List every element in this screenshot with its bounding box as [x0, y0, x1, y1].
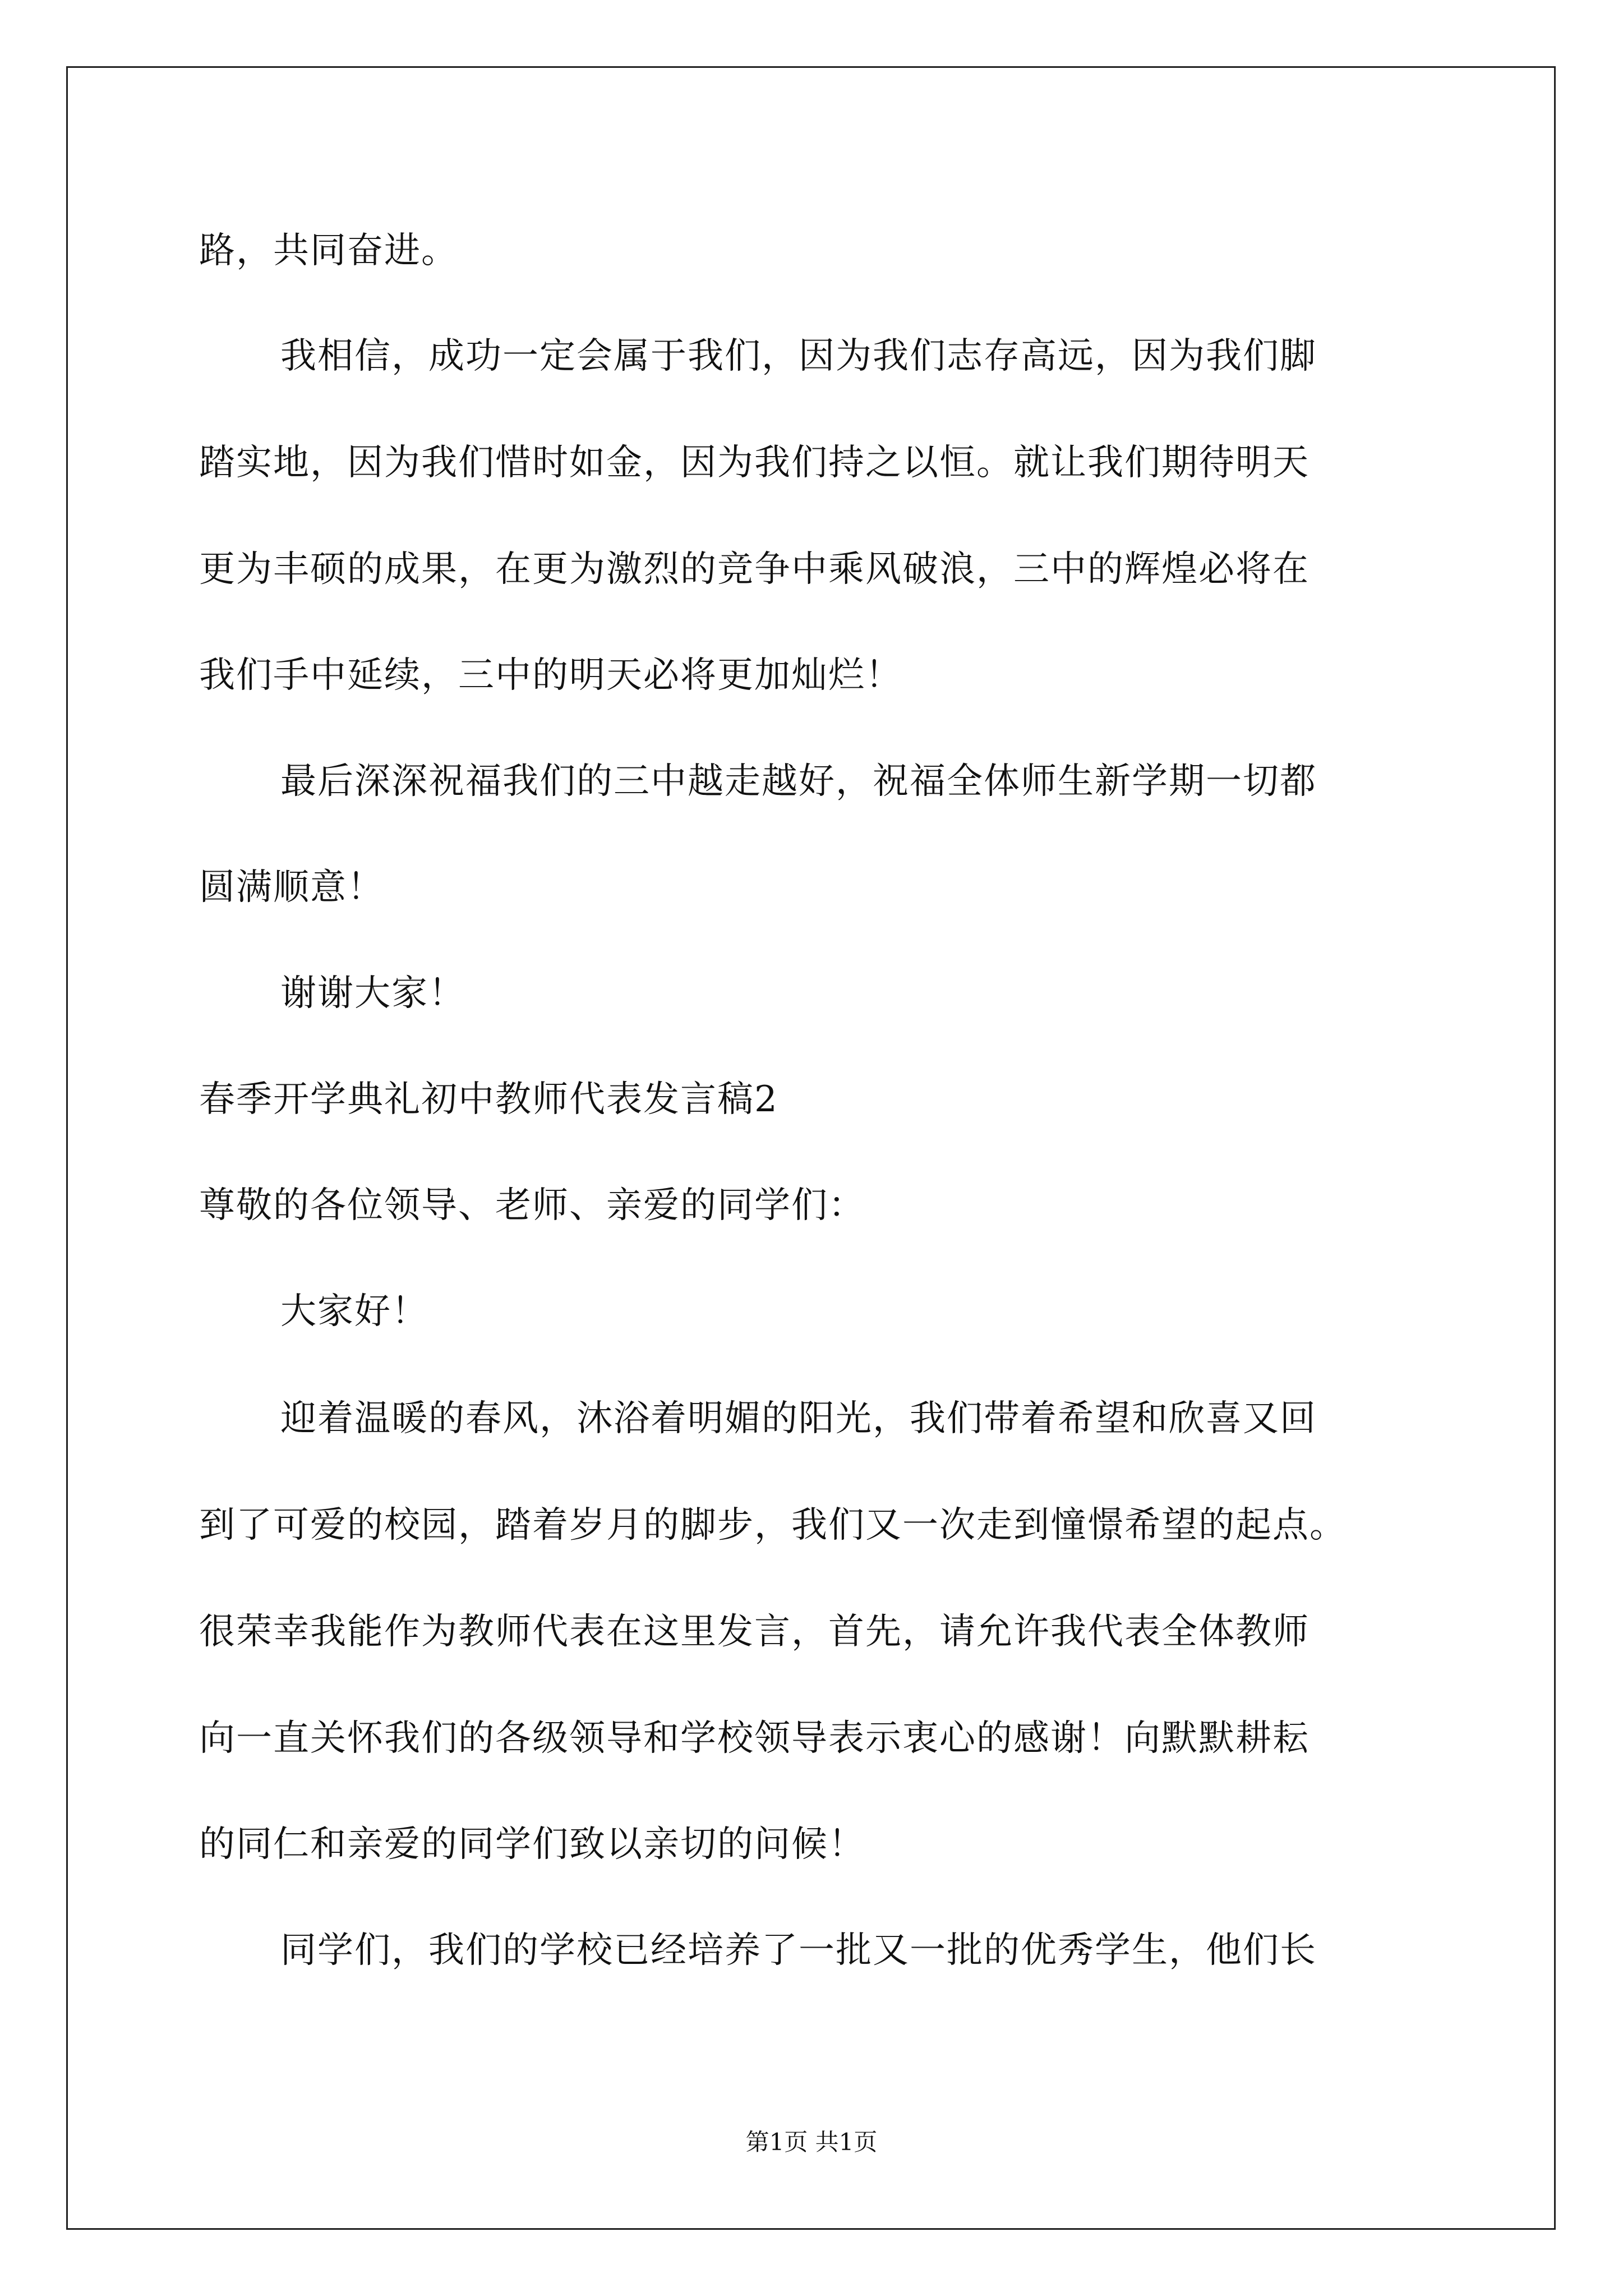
greeting: 大家好！ — [280, 1291, 428, 1332]
body-line: 圆满顺意！ — [199, 867, 384, 908]
page-border — [66, 66, 1556, 2230]
page-number-footer: 第1页 共1页 — [745, 2128, 878, 2156]
salutation: 尊敬的各位领导、老师、亲爱的同学们： — [199, 1185, 865, 1226]
body-line: 更为丰硕的成果，在更为激烈的竞争中乘风破浪，三中的辉煌必将在 — [199, 549, 1310, 590]
body-line: 迎着温暖的春风，沐浴着明媚的阳光，我们带着希望和欣喜又回 — [280, 1398, 1317, 1439]
body-line: 同学们，我们的学校已经培养了一批又一批的优秀学生，他们长 — [280, 1930, 1317, 1971]
section-heading: 春季开学典礼初中教师代表发言稿2 — [199, 1079, 778, 1120]
body-line: 谢谢大家！ — [280, 973, 465, 1014]
body-line: 最后深深祝福我们的三中越走越好，祝福全体师生新学期一切都 — [280, 761, 1317, 802]
body-line: 很荣幸我能作为教师代表在这里发言，首先，请允许我代表全体教师 — [199, 1611, 1310, 1653]
body-line: 路，共同奋进。 — [199, 230, 458, 272]
body-line: 我们手中延续，三中的明天必将更加灿烂！ — [199, 655, 902, 696]
body-line: 到了可爱的校园，踏着岁月的脚步，我们又一次走到憧憬希望的起点。 — [199, 1504, 1347, 1546]
body-line: 的同仁和亲爱的同学们致以亲切的问候！ — [199, 1824, 865, 1865]
body-line: 我相信，成功一定会属于我们，因为我们志存高远，因为我们脚 — [280, 335, 1317, 377]
body-line: 踏实地，因为我们惜时如金，因为我们持之以恒。就让我们期待明天 — [199, 442, 1310, 484]
body-line: 向一直关怀我们的各级领导和学校领导表示衷心的感谢！向默默耕耘 — [199, 1718, 1310, 1759]
